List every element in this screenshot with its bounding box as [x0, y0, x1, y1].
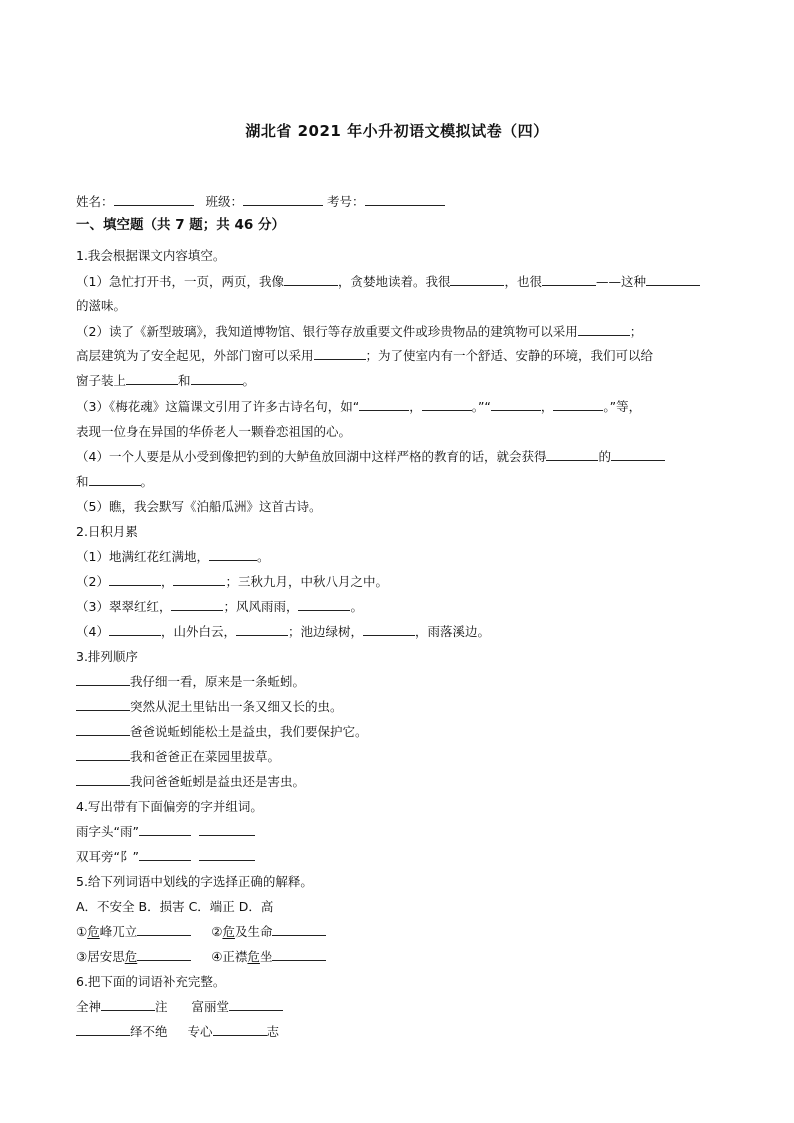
answer-blank[interactable]: [363, 624, 415, 636]
exam-no-blank[interactable]: [365, 194, 445, 206]
question-line: 的滋味。: [76, 298, 127, 313]
answer-blank[interactable]: [76, 749, 130, 761]
exam-no-label: 考号：: [326, 194, 365, 209]
answer-blank[interactable]: [213, 1024, 267, 1036]
answer-blank[interactable]: [139, 849, 191, 861]
answer-blank[interactable]: [646, 274, 700, 286]
student-info-line: [76, 194, 445, 210]
question-title: 6.把下面的词语补充完整。: [76, 974, 226, 989]
question-line: （1）急忙打开书，一页，两页，我像 ，贪婪地读着。我很 ，也很 ——这种: [76, 274, 700, 290]
section-heading: 一、填空题（共 7 题；共 46 分）: [76, 217, 285, 233]
answer-blank[interactable]: [101, 999, 155, 1011]
answer-blank[interactable]: [171, 599, 223, 611]
answer-blank[interactable]: [546, 449, 598, 461]
answer-blank[interactable]: [298, 599, 350, 611]
answer-blank[interactable]: [553, 399, 603, 411]
question-line: （5）瞧，我会默写《泊船瓜洲》这首古诗。: [76, 499, 322, 514]
list-item: 我问爸爸蚯蚓是益虫还是害虫。: [76, 774, 305, 790]
answer-blank[interactable]: [76, 699, 130, 711]
name-blank[interactable]: [114, 194, 194, 206]
question-line: ①危峰兀立 ②危及生命: [76, 924, 326, 940]
answer-blank[interactable]: [422, 399, 472, 411]
answer-blank[interactable]: [109, 624, 161, 636]
answer-blank[interactable]: [76, 674, 130, 686]
question-line: （4） ，山外白云， ；池边绿树， ，雨落溪边。: [76, 624, 490, 639]
list-item: 突然从泥土里钻出一条又细又长的虫。: [76, 699, 343, 715]
question-line: （1）地满红花红满地， 。: [76, 549, 270, 564]
answer-blank[interactable]: [76, 1024, 130, 1036]
question-line: 全神 注 富丽堂: [76, 999, 283, 1015]
answer-blank[interactable]: [76, 724, 130, 736]
question-line: （4）一个人要是从小受到像把钓到的大鲈鱼放回湖中这样严格的教育的话，就会获得 的: [76, 449, 665, 465]
answer-blank[interactable]: [284, 274, 338, 286]
answer-blank[interactable]: [236, 624, 288, 636]
question-line: 高层建筑为了安全起见，外部门窗可以采用 ；为了使室内有一个舒适、安静的环境，我们可以给: [76, 348, 654, 363]
options-line: A．不安全 B．损害 C．端正 D．高: [76, 899, 274, 914]
answer-blank[interactable]: [450, 274, 504, 286]
class-blank[interactable]: [243, 194, 323, 206]
question-line: （3）《梅花魂》这篇课文引用了许多古诗名句，如“ ， 。”“ ， 。”等，: [76, 399, 642, 414]
class-label: 班级：: [205, 194, 243, 209]
question-title: 3.排列顺序: [76, 649, 138, 664]
question-title: 4.写出带有下面偏旁的字并组词。: [76, 799, 263, 814]
question-line: 窗子装上 和 。: [76, 373, 256, 388]
question-line: （2） ， ；三秋九月，中秋八月之中。: [76, 574, 388, 589]
answer-blank[interactable]: [137, 949, 191, 961]
list-item: 爸爸说蚯蚓能松土是益虫，我们要保护它。: [76, 724, 368, 740]
answer-blank[interactable]: [314, 348, 366, 360]
answer-blank[interactable]: [199, 824, 255, 836]
answer-blank[interactable]: [139, 824, 191, 836]
answer-blank[interactable]: [611, 449, 665, 461]
answer-blank[interactable]: [359, 399, 409, 411]
list-item: 我和爸爸正在菜园里拔草。: [76, 749, 280, 765]
answer-blank[interactable]: [491, 399, 541, 411]
list-item: 我仔细一看，原来是一条蚯蚓。: [76, 674, 305, 690]
answer-blank[interactable]: [199, 849, 255, 861]
answer-blank[interactable]: [126, 373, 178, 385]
answer-blank[interactable]: [578, 324, 630, 336]
page-title: 湖北省 2021 年小升初语文模拟试卷（四）: [245, 122, 549, 140]
answer-blank[interactable]: [173, 574, 225, 586]
answer-blank[interactable]: [76, 774, 130, 786]
answer-blank[interactable]: [209, 549, 257, 561]
question-line: 表现一位身在异国的华侨老人一颗眷恋祖国的心。: [76, 424, 352, 439]
question-title: 1.我会根据课文内容填空。: [76, 248, 226, 263]
answer-blank[interactable]: [272, 924, 326, 936]
question-title: 5.给下列词语中划线的字选择正确的解释。: [76, 874, 313, 889]
answer-blank[interactable]: [542, 274, 596, 286]
answer-blank[interactable]: [272, 949, 326, 961]
question-line: 双耳旁“阝”: [76, 849, 255, 865]
answer-blank[interactable]: [109, 574, 161, 586]
question-title: 2.日积月累: [76, 524, 138, 539]
question-line: （2）读了《新型玻璃》，我知道博物馆、银行等存放重要文件或珍贵物品的建筑物可以采用 ；: [76, 324, 643, 339]
question-line: （3）翠翠红红， ；风风雨雨， 。: [76, 599, 363, 614]
question-line: 绎不绝 专心 志: [76, 1024, 279, 1040]
question-line: 雨字头“雨”: [76, 824, 255, 840]
name-label: 姓名：: [76, 194, 114, 209]
answer-blank[interactable]: [137, 924, 191, 936]
answer-blank[interactable]: [191, 373, 243, 385]
answer-blank[interactable]: [89, 474, 141, 486]
answer-blank[interactable]: [229, 999, 283, 1011]
question-line: ③居安思危 ④正襟危坐: [76, 949, 326, 965]
question-line: 和 。: [76, 474, 154, 489]
